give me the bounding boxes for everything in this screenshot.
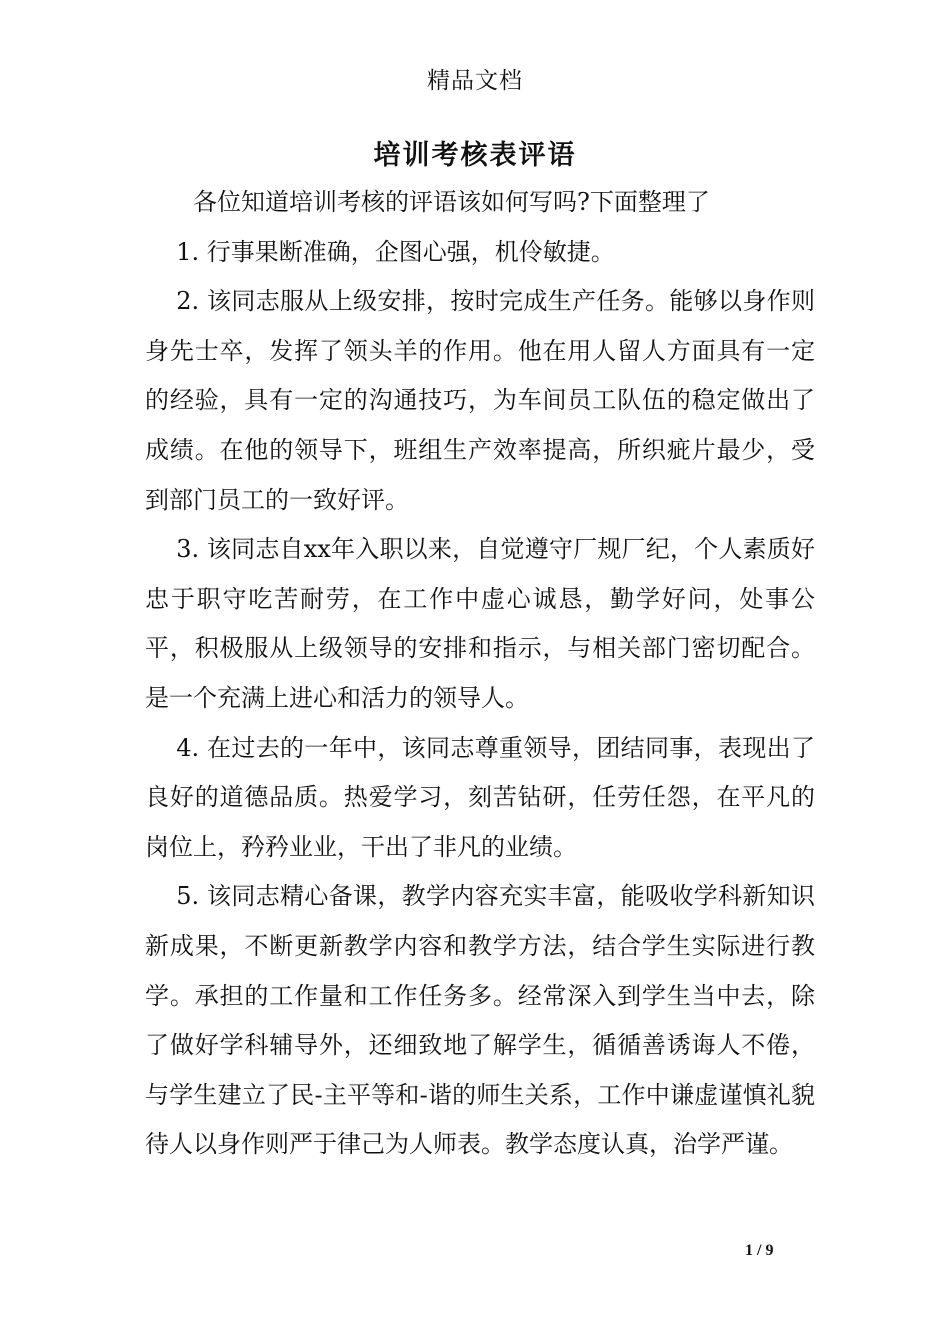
- document-body: [145, 178, 815, 1170]
- page-header: 精品文档: [427, 68, 523, 94]
- document-title: 培训考核表评语: [373, 140, 577, 171]
- list-item: 4. 在过去的一年中，该同志尊重领导，团结同事，表现出了良好的道德品质。热爱学习，刻苦钻研，任劳任怨，在平凡的岗位上，矜矜业业，干出了非凡的业绩。: [145, 733, 815, 861]
- list-item: 5. 该同志精心备课，教学内容充实丰富，能吸收学科新知识新成果，不断更新教学内容和教学方法，结合学生实际进行教学。承担的工作量和工作任务多。经常深入到学生当中去，除了做好学科辅导外，还细致地了解学生，循循善诱诲人不倦，与学生建立了民-主平等和-谐的师生关系，工作中谦虚谨慎礼貌待人以身作则严于律己为人师表。教学态度认真，治学严谨。: [145, 882, 815, 1159]
- list-item: 1. 行事果断准确，企图心强，机伶敏捷。: [176, 237, 615, 266]
- list-item: 2. 该同志服从上级安排，按时完成生产任务。能够以身作则身先士卒，发挥了领头羊的作用。他在用人留人方面具有一定的经验，具有一定的沟通技巧，为车间员工队伍的稳定做出了成绩。在他的领导下，班组生产效率提高，所织疵片最少，受到部门员工的一致好评。: [145, 287, 815, 514]
- intro-paragraph: 各位知道培训考核的评语该如何写吗?下面整理了: [193, 188, 710, 216]
- list-item: 3. 该同志自xx年入职以来，自觉遵守厂规厂纪，个人素质好忠于职守吃苦耐劳，在工作中虚心诚恳，勤学好问，处事公平，积极服从上级领导的安排和指示，与相关部门密切配合。是一个充满上进心和活力的领导人。: [145, 535, 815, 712]
- page-number: 1 / 9: [745, 1242, 774, 1259]
